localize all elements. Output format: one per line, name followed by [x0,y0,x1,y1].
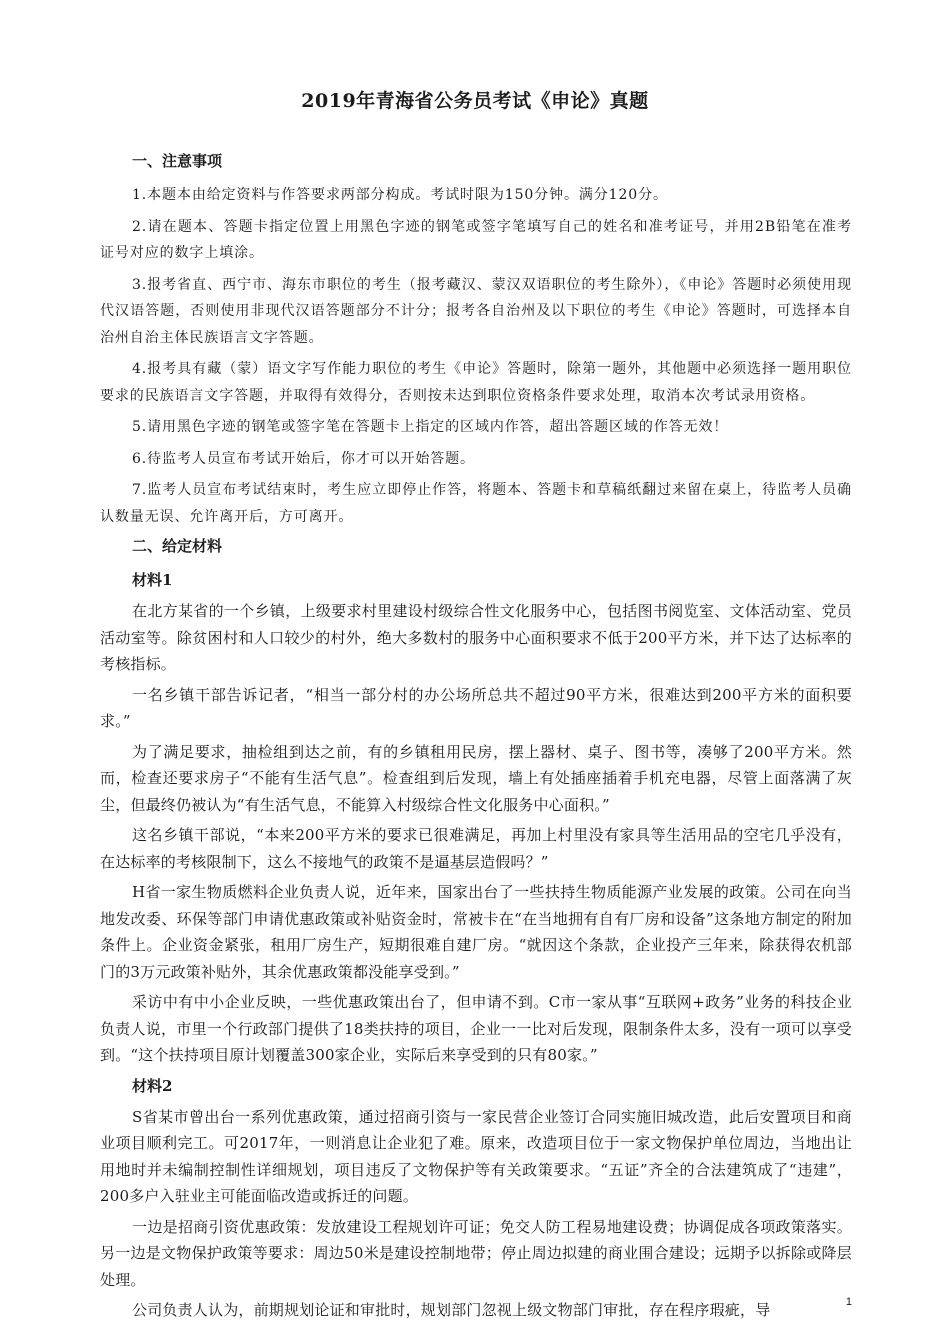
notice-item: 2.请在题本、答题卡指定位置上用黑色字迹的钢笔或签字笔填写自己的姓名和准考证号，并用2B铅笔在准考证号对应的数字上填涂。 [100,218,852,261]
material-paragraph: 公司负责人认为，前期规划论证和审批时，规划部门忽视上级文物部门审批，存在程序瑕疵，导 [132,1301,771,1319]
notice-item: 3.报考省直、西宁市、海东市职位的考生（报考藏汉、蒙汉双语职位的考生除外），《申论》答题时必须使用现代汉语答题，否则使用非现代汉语答题部分不计分；报考各自治州及以下职位的考生《申论》答题时，可选择本自治州自治主体民族语言文字答题。 [100,276,852,346]
material-paragraph: H省一家生物质燃料企业负责人说，近年来，国家出台了一些扶持生物质能源产业发展的政策。公司在向当地发改委、环保等部门申请优惠政策或补贴资金时，常被卡在“在当地拥有自有厂房和设备”这条地方制定的附加条件上。企业资金紧张，租用厂房生产，短期很难自建厂房。“就因这个条款，企业投产三年来，除获得农机部门的3万元政策补贴外，其余优惠政策都没能享受到。” [100,883,852,981]
notice-item: 1.本题本由给定资料与作答要求两部分构成。考试时限为150分钟。满分120分。 [132,187,668,203]
material-2-title: 材料2 [132,1076,173,1095]
document-body [100,150,852,1328]
document-title: 2019年青海省公务员考试《申论》真题 [301,90,649,112]
material-paragraph: 这名乡镇干部说，“本来200平方米的要求已很难满足，再加上村里没有家具等生活用品的空宅几乎没有，在达标率的考核限制下，这么不接地气的政策不是逼基层造假吗？” [100,826,852,871]
notice-item: 5.请用黑色字迹的钢笔或签字笔在答题卡上指定的区域内作答，超出答题区域的作答无效！ [132,419,729,435]
material-paragraph: 在北方某省的一个乡镇，上级要求村里建设村级综合性文化服务中心，包括图书阅览室、文体活动室、党员活动室等。除贫困村和人口较少的村外，绝大多数村的服务中心面积要求不低于200平方米，并下达了达标率的考核指标。 [100,602,852,673]
page-number: 1 [845,1296,852,1308]
material-1-title: 材料1 [132,571,173,589]
material-paragraph: 一名乡镇干部告诉记者，“相当一部分村的办公场所总共不超过90平方米，很难达到200平方米的面积要求。” [100,685,852,730]
material-paragraph: 为了满足要求，抽检组到达之前，有的乡镇租用民房，摆上器材、桌子、图书等，凑够了200平方米。然而，检查还要求房子“不能有生活气息”。检查组到后发现，墙上有处插座插着手机充电器，尽管上面落满了灰尘，但最终仍被认为“有生活气息，不能算入村级综合性文化服务中心面积。” [100,742,852,814]
materials-heading: 二、给定材料 [132,537,223,555]
notice-item: 4.报考具有藏（蒙）语文字写作能力职位的考生《申论》答题时，除第一题外，其他题中必须选择一题用职位要求的民族语言文字答题，并取得有效得分，否则按未达到职位资格条件要求处理，取消本次考试录用资格。 [100,361,852,404]
material-paragraph: S省某市曾出台一系列优惠政策，通过招商引资与一家民营企业签订合同实施旧城改造，此后安置项目和商业项目顺利完工。可2017年，一则消息让企业犯了难。原来，改造项目位于一家文物保护单位周边，当地出让用地时并未编制控制性详细规划，项目违反了文物保护等有关政策要求。“五证”齐全的合法建筑成了“违建”，200多户入驻业主可能面临改造或拆迁的问题。 [100,1107,852,1205]
material-paragraph: 一边是招商引资优惠政策：发放建设工程规划许可证；免交人防工程易地建设费；协调促成各项政策落实。另一边是文物保护政策等要求：周边50米是建设控制地带；停止周边拟建的商业围合建设；远期予以拆除或降层处理。 [100,1217,852,1289]
notice-item: 6.待监考人员宣布考试开始后，你才可以开始答题。 [132,450,475,467]
material-paragraph: 采访中有中小企业反映，一些优惠政策出台了，但申请不到。C市一家从事“互联网+政务”业务的科技企业负责人说，市里一个行政部门提供了18类扶持的项目，企业一一比对后发现，限制条件太多，没有一项可以享受到。“这个扶持项目原计划覆盖300家企业，实际后来享受到的只有80家。” [100,993,852,1064]
notice-item: 7.监考人员宣布考试结束时，考生应立即停止作答，将题本、答题卡和草稿纸翻过来留在桌上，待监考人员确认数量无误、允许离开后，方可离开。 [100,482,852,525]
notice-heading: 一、注意事项 [132,152,223,170]
